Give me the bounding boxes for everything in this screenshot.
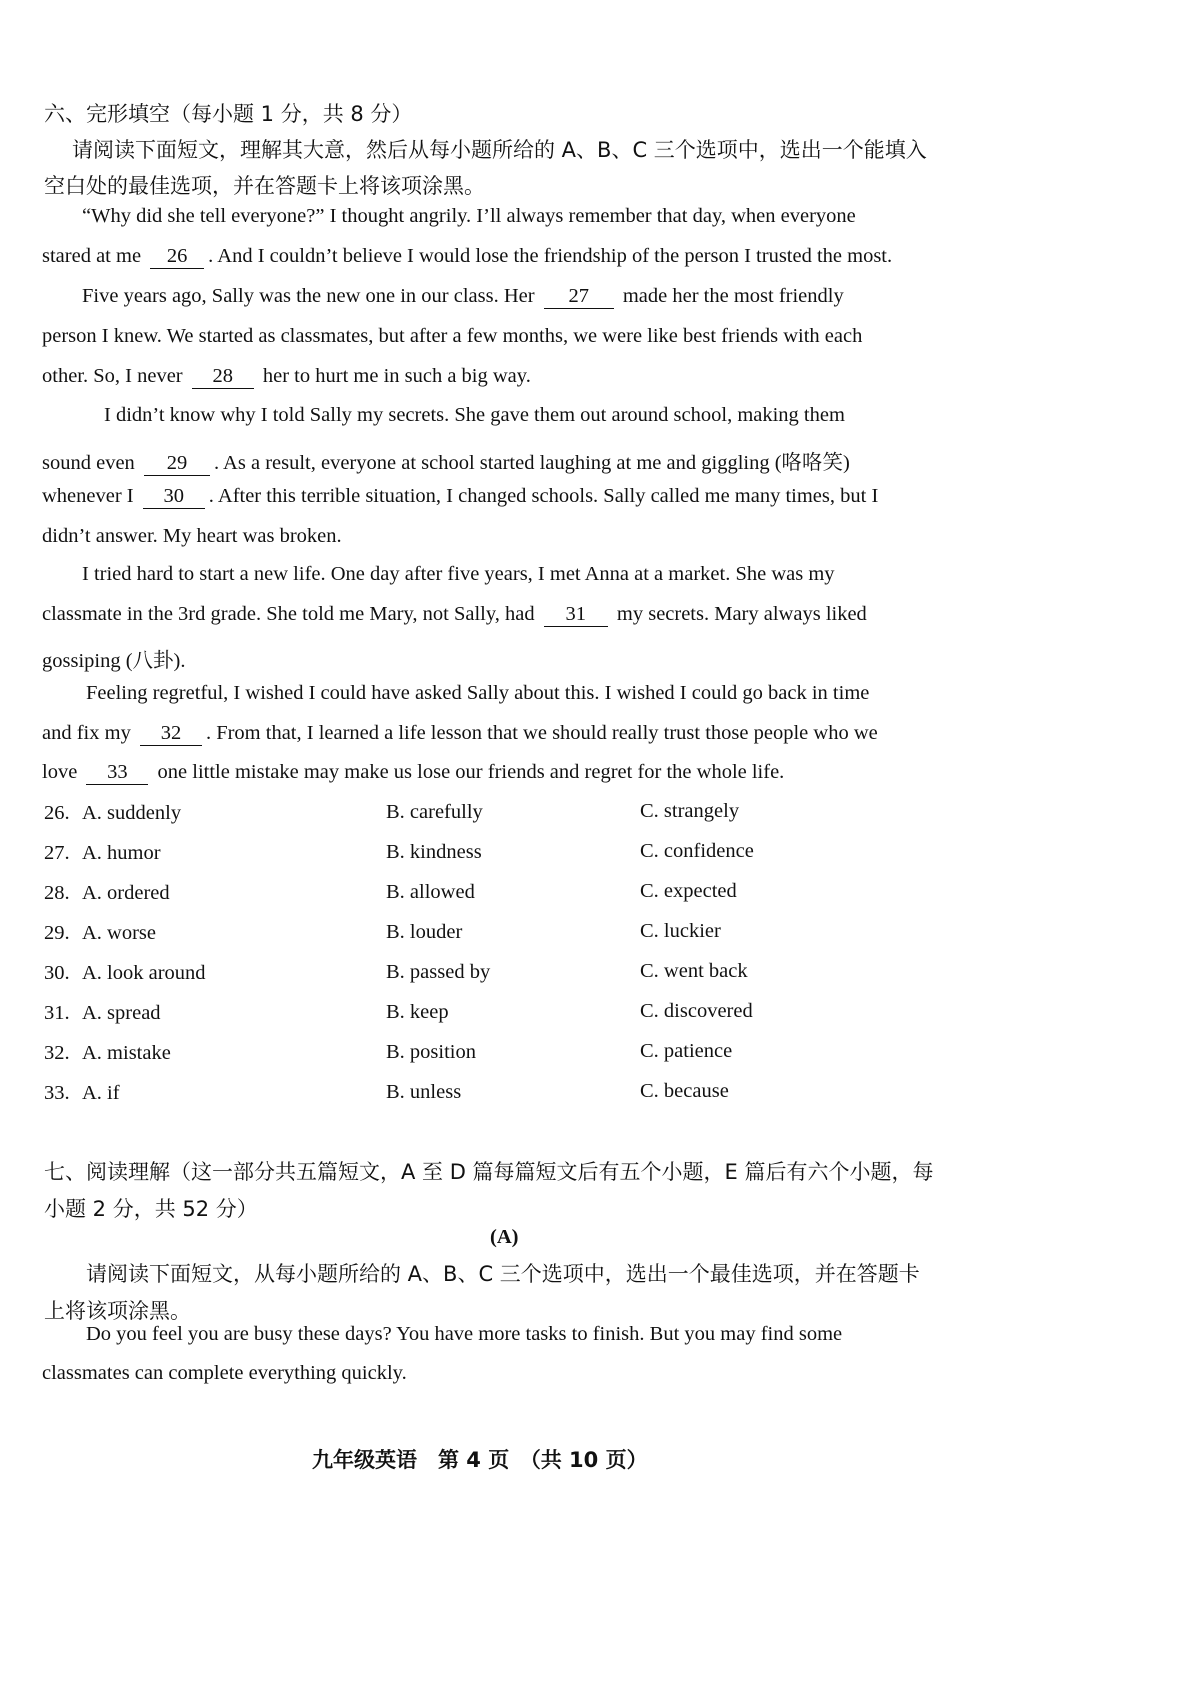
question-28-number: 28.	[44, 882, 70, 904]
question-29-option-c: C. luckier	[640, 920, 721, 942]
page-footer: 九年级英语 第 4 页 （共 10 页）	[312, 1448, 648, 1472]
question-31-option-a: A. spread	[82, 1002, 161, 1024]
question-32-option-a: A. mistake	[82, 1042, 171, 1064]
passage-text: classmate in the 3rd grade. She told me Mary, not Sally, had	[42, 603, 535, 625]
passage-line: person I knew. We started as classmates, but after a few months, we were like best friends with each	[42, 325, 863, 347]
passage-text: . And I couldn’t believe I would lose the friendship of the person I trusted the most.	[208, 245, 893, 267]
blank-31: 31	[544, 604, 608, 627]
section7-passage-line: Do you feel you are busy these days? You have more tasks to finish. But you may find some	[86, 1323, 843, 1345]
question-33-option-a: A. if	[82, 1082, 120, 1104]
question-30-number: 30.	[44, 962, 70, 984]
passage-text: sound even	[42, 452, 135, 474]
blank-32: 32	[140, 723, 202, 746]
passage-text: love	[42, 761, 78, 783]
passage-line: gossiping (八卦).	[42, 650, 186, 672]
section7-passage-line: classmates can complete everything quickly.	[42, 1362, 407, 1384]
passage-line	[42, 485, 878, 509]
question-27-option-b: B. kindness	[386, 841, 482, 863]
question-30-option-c: C. went back	[640, 960, 748, 982]
passage-line	[82, 285, 844, 309]
section7-instruction-line1: 请阅读下面短文，从每小题所给的 A、B、C 三个选项中，选出一个最佳选项，并在答题卡	[86, 1262, 920, 1286]
passage-text: whenever I	[42, 485, 134, 507]
blank-33: 33	[86, 762, 148, 785]
passage-line: Feeling regretful, I wished I could have asked Sally about this. I wished I could go back in time	[86, 682, 870, 704]
section7-instruction-line2: 上将该项涂黑。	[44, 1299, 191, 1323]
question-28-option-b: B. allowed	[386, 881, 475, 903]
passage-text: . After this terrible situation, I changed schools. Sally called me many times, but I	[208, 485, 879, 507]
question-29-option-a: A. worse	[82, 922, 157, 944]
section7-title-line2: 小题 2 分，共 52 分）	[44, 1197, 258, 1221]
question-28-option-a: A. ordered	[82, 882, 170, 904]
question-26-option-a: A. suddenly	[82, 802, 182, 824]
question-31-number: 31.	[44, 1002, 70, 1024]
passage-text: stared at me	[42, 245, 142, 267]
question-26-number: 26.	[44, 802, 70, 824]
section6-title: 六、完形填空（每小题 1 分，共 8 分）	[44, 102, 413, 126]
passage-text: made her the most friendly	[622, 285, 844, 307]
blank-28: 28	[192, 366, 254, 389]
section6-instruction-line2: 空白处的最佳选项，并在答题卡上将该项涂黑。	[44, 174, 485, 198]
passage-line	[42, 603, 867, 627]
question-29-number: 29.	[44, 922, 70, 944]
passage-text: and fix my	[42, 722, 131, 744]
question-28-option-c: C. expected	[640, 880, 737, 902]
passage-line	[42, 761, 784, 785]
question-33-option-b: B. unless	[386, 1081, 462, 1103]
passage-text: Five years ago, Sally was the new one in our class. Her	[82, 285, 535, 307]
passage-text: other. So, I never	[42, 365, 183, 387]
question-31-option-b: B. keep	[386, 1001, 449, 1023]
section7-subtitle: (A)	[490, 1226, 519, 1248]
question-26-option-b: B. carefully	[386, 801, 483, 823]
passage-text: her to hurt me in such a big way.	[262, 365, 531, 387]
blank-27: 27	[544, 286, 614, 309]
passage-text: my secrets. Mary always liked	[616, 603, 867, 625]
question-32-option-c: C. patience	[640, 1040, 733, 1062]
question-27-option-a: A. humor	[82, 842, 161, 864]
question-33-number: 33.	[44, 1082, 70, 1104]
question-26-option-c: C. strangely	[640, 800, 740, 822]
passage-line	[42, 445, 850, 476]
question-27-option-c: C. confidence	[640, 840, 754, 862]
section6-instruction-line1: 请阅读下面短文，理解其大意，然后从每小题所给的 A、B、C 三个选项中，选出一个能填入	[72, 138, 927, 162]
passage-line: didn’t answer. My heart was broken.	[42, 525, 342, 547]
passage-line	[42, 722, 878, 746]
passage-text: . From that, I learned a life lesson that we should really trust those people who we	[205, 722, 878, 744]
question-30-option-b: B. passed by	[386, 961, 491, 983]
passage-text: one little mistake may make us lose our friends and regret for the whole life.	[157, 761, 785, 783]
question-33-option-c: C. because	[640, 1080, 729, 1102]
passage-line	[42, 245, 892, 269]
blank-30: 30	[143, 486, 205, 509]
section7-title-line1: 七、阅读理解（这一部分共五篇短文，A 至 D 篇每篇短文后有五个小题，E 篇后有六个小题，每	[44, 1160, 934, 1184]
question-31-option-c: C. discovered	[640, 1000, 753, 1022]
passage-line: “Why did she tell everyone?” I thought angrily. I’ll always remember that day, when everyone	[82, 205, 856, 227]
blank-29: 29	[144, 453, 210, 476]
question-27-number: 27.	[44, 842, 70, 864]
question-30-option-a: A. look around	[82, 962, 206, 984]
blank-26: 26	[150, 246, 204, 269]
question-29-option-b: B. louder	[386, 921, 463, 943]
passage-line	[42, 365, 531, 389]
passage-line: I tried hard to start a new life. One day after five years, I met Anna at a market. She was my	[82, 563, 835, 585]
passage-line: I didn’t know why I told Sally my secrets. She gave them out around school, making them	[104, 404, 845, 426]
passage-text: . As a result, everyone at school started laughing at me and giggling (咯咯笑)	[213, 452, 850, 474]
question-32-option-b: B. position	[386, 1041, 476, 1063]
question-32-number: 32.	[44, 1042, 70, 1064]
